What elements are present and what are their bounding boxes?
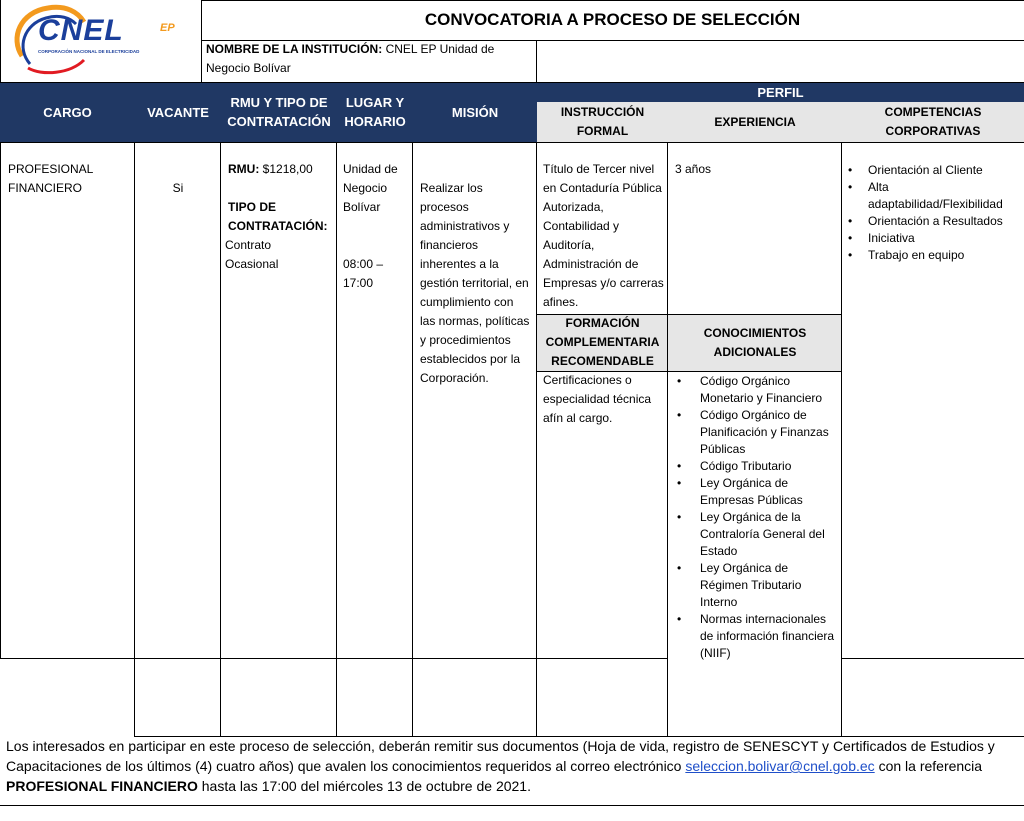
header-cargo: CARGO [0, 82, 135, 142]
rmu-block [225, 160, 333, 274]
list-item: • Ley Orgánica de la Contraloría General del Estado [668, 509, 838, 560]
divider [220, 142, 221, 736]
divider [841, 658, 1024, 659]
divider [0, 805, 1024, 806]
rmu-label: RMU: [228, 162, 260, 176]
header-lugar: LUGAR Y HORARIO [337, 82, 413, 142]
header-conocimientos: CONOCIMIENTOS ADICIONALES [668, 314, 842, 371]
divider [536, 40, 537, 82]
institution-value: CNEL EP Unidad de Negocio Bolívar [206, 42, 495, 75]
divider [0, 658, 667, 659]
header-vacante: VACANTE [135, 82, 221, 142]
logo-wordmark: CNEL [38, 14, 124, 47]
divider [0, 82, 1024, 83]
vacante-value: Si [172, 181, 184, 195]
divider [201, 0, 202, 82]
mision-value: Realizar los procesos administrativos y financieros inherentes a la gestión territorial, en cumplimiento con las normas, políticas y procedimientos establecidos por la Corporación. [420, 181, 530, 385]
horario-value: 08:00 – 17:00 [343, 257, 384, 290]
header-instruccion: INSTRUCCIÓN FORMAL [537, 102, 668, 142]
divider [134, 736, 1024, 737]
list-item: • Código Orgánico de Planificación y Finanzas Públicas [668, 407, 838, 458]
list-item: • Alta adaptabilidad/Flexibilidad [842, 179, 1024, 213]
header-experiencia: EXPERIENCIA [668, 102, 842, 142]
divider [0, 0, 1, 82]
footer-reference: PROFESIONAL FINANCIERO [6, 778, 198, 794]
email-link[interactable]: seleccion.bolivar@cnel.gob.ec [685, 758, 875, 774]
header-mision: MISIÓN [413, 82, 537, 142]
list-item: • Iniciativa [842, 230, 1024, 247]
header-rmu: RMU Y TIPO DE CONTRATACIÓN [221, 82, 337, 142]
header-competencias: COMPETENCIAS CORPORATIVAS [842, 102, 1024, 142]
list-item: • Código Orgánico Monetario y Financiero [668, 373, 838, 407]
lugar-horario [343, 160, 411, 293]
tipo-contratacion-value: Contrato Ocasional [225, 238, 279, 271]
divider [412, 142, 413, 736]
rmu-value: $1218,00 [262, 162, 313, 176]
footer-instructions [6, 736, 1018, 796]
list-item: • Ley Orgánica de Empresas Públicas [668, 475, 838, 509]
divider [667, 142, 668, 736]
instruccion-value: Título de Tercer nivel en Contaduría Pública Autorizada, Contabilidad y Auditoría, Administración de Empresas y/o carreras afines. [543, 162, 664, 309]
list-item: • Código Tributario [668, 458, 838, 475]
tipo-contratacion-label: TIPO DE CONTRATACIÓN: [228, 200, 328, 233]
divider [0, 142, 1024, 143]
divider [841, 142, 842, 736]
institution-name [206, 40, 536, 82]
cargo-value: PROFESIONAL FINANCIERO [8, 162, 93, 195]
conocimientos-list [668, 373, 838, 662]
footer-text-1: Los interesados en participar en este proceso de selección, deberán remitir sus documentos (Hoja de vida, registro de SENESCYT y Certificados de Estudios y Capacitaciones de los últimos (4) cuatro años) que avalen los conocimientos requeridos al correo electrónico [6, 738, 995, 774]
competencias-list [842, 162, 1024, 264]
footer-text-2: con la referencia [874, 758, 983, 774]
list-item: • Normas internacionales de información financiera (NIIF) [668, 611, 838, 662]
cnel-logo [8, 2, 196, 78]
divider [536, 314, 842, 315]
list-item: • Orientación al Cliente [842, 162, 1024, 179]
list-item: • Orientación a Resultados [842, 213, 1024, 230]
lugar-value: Unidad de Negocio Bolívar [343, 162, 398, 214]
divider [536, 371, 842, 372]
divider [0, 142, 1, 658]
list-item: • Trabajo en equipo [842, 247, 1024, 264]
header-perfil: PERFIL [537, 82, 1024, 102]
institution-label: NOMBRE DE LA INSTITUCIÓN: [206, 42, 383, 56]
footer-text-3: hasta las 17:00 del miércoles 13 de octubre de 2021. [197, 778, 531, 794]
list-item: • Ley Orgánica de Régimen Tributario Interno [668, 560, 838, 611]
divider [134, 142, 135, 736]
experiencia-value: 3 años [675, 162, 712, 176]
divider [536, 142, 537, 736]
page-title: CONVOCATORIA A PROCESO DE SELECCIÓN [424, 10, 801, 29]
divider [201, 40, 1024, 41]
divider [201, 0, 1024, 1]
formacion-value: Certificaciones o especialidad técnica afín al cargo. [543, 373, 652, 425]
divider [336, 142, 337, 736]
logo-suffix: EP [160, 22, 175, 34]
header-formacion: FORMACIÓN COMPLEMENTARIA RECOMENDABLE [537, 314, 668, 371]
logo-tagline: CORPORACIÓN NACIONAL DE ELECTRICIDAD [38, 49, 140, 54]
